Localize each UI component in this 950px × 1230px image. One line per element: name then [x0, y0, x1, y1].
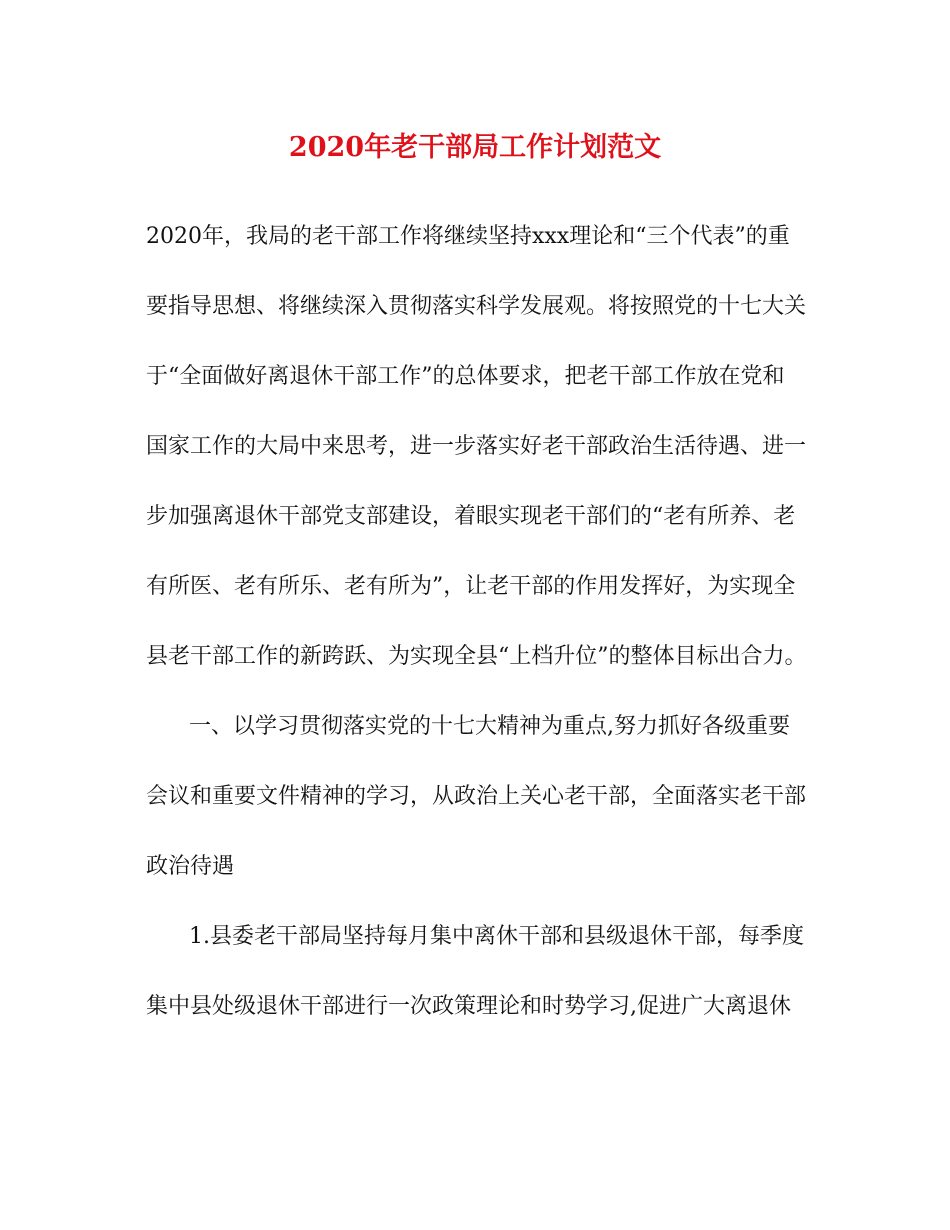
document-title: 2020年老干部局工作计划范文	[288, 132, 662, 163]
item-line-2: 集中县处级退休干部进行一次政策理论和时势学习,促进广大离退休	[146, 994, 791, 1019]
section-heading-line-1: 一、以学习贯彻落实党的十七大精神为重点,努力抓好各级重要	[189, 714, 790, 739]
paragraph-line-3: 于“全面做好离退休干部工作”的总体要求，把老干部工作放在党和	[146, 364, 785, 389]
paragraph-line-1: 2020年，我局的老干部工作将继续坚持xxx理论和“三个代表”的重	[146, 224, 790, 249]
paragraph-line-7: 县老干部工作的新跨跃、为实现全县“上档升位”的整体目标出合力。	[146, 644, 807, 669]
section-heading-line-2: 会议和重要文件精神的学习，从政治上关心老干部，全面落实老干部	[146, 784, 807, 809]
paragraph-line-6: 有所医、老有所乐、老有所为”，让老干部的作用发挥好，为实现全	[146, 574, 796, 599]
paragraph-line-2: 要指导思想、将继续深入贯彻落实科学发展观。将按照党的十七大关	[146, 294, 807, 319]
paragraph-line-4: 国家工作的大局中来思考，进一步落实好老干部政治生活待遇、进一	[146, 434, 807, 459]
paragraph-line-5: 步加强离退休干部党支部建设，着眼实现老干部们的“老有所养、老	[146, 504, 796, 529]
item-line-1: 1.县委老干部局坚持每月集中离休干部和县级退休干部，每季度	[189, 924, 804, 949]
section-heading-line-3: 政治待遇	[146, 854, 235, 879]
